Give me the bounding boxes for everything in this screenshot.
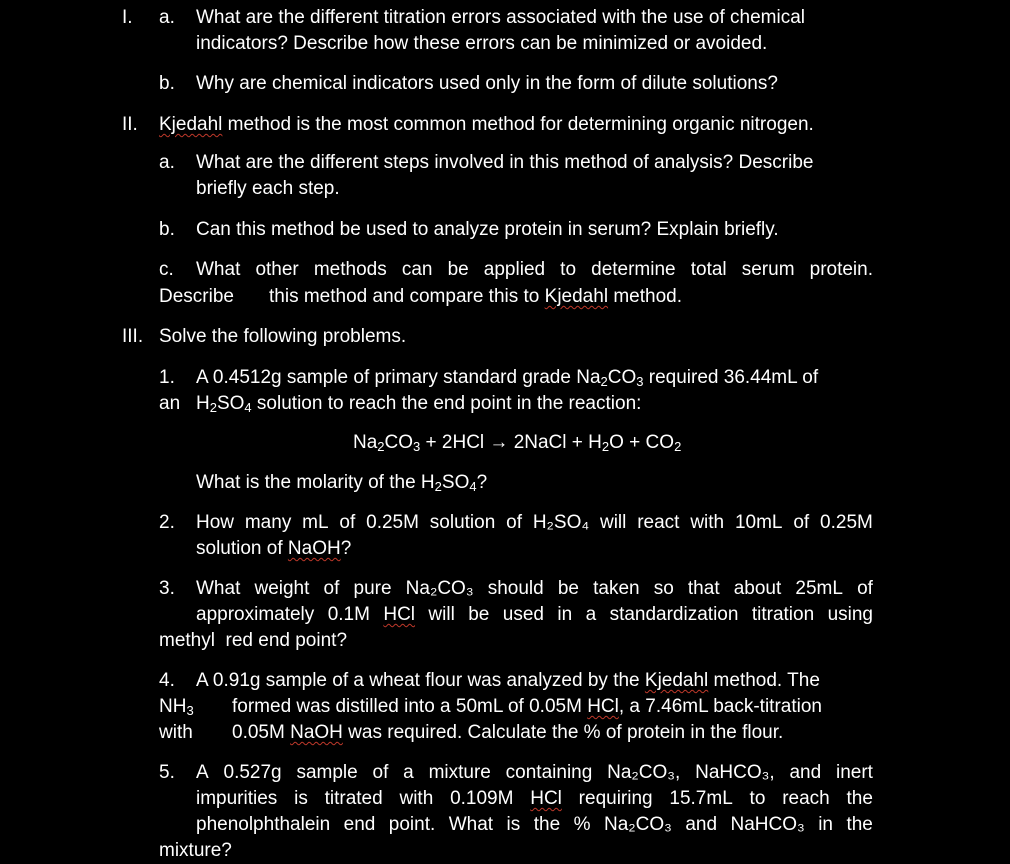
chemical-equation	[353, 430, 681, 456]
word: the	[846, 788, 873, 809]
text-run: ?	[476, 472, 488, 493]
question-text-line: What are the different titration errors associated with the use of chemical	[196, 7, 806, 28]
question-text-line	[196, 812, 873, 838]
spellcheck-word: HCl	[383, 604, 416, 625]
question-text-line: methyl red end point?	[159, 630, 348, 651]
word: titrated	[324, 788, 383, 809]
word: is	[506, 814, 521, 835]
question-text-line: indicators? Describe how these errors can be minimized or avoided.	[196, 33, 768, 54]
problem-number: 5.	[159, 762, 175, 783]
word: 0.25M	[820, 512, 873, 533]
section-numeral: III.	[122, 326, 144, 347]
word: about	[733, 578, 782, 599]
word: mL	[302, 512, 329, 533]
question-text-line: Can this method be used to analyze protein in serum? Explain briefly.	[196, 219, 779, 240]
word: end	[343, 814, 376, 835]
text-run: A 0.91g sample of a wheat flour was analyzed by the	[196, 670, 645, 691]
word: NaHCO₃	[730, 814, 805, 835]
text-run: method is the most common method for determining organic nitrogen.	[222, 114, 814, 135]
subscript: 3	[636, 374, 644, 389]
item-letter: a.	[159, 152, 175, 173]
word: so	[653, 578, 674, 599]
word: of	[506, 512, 522, 533]
text-run: solution to reach the end point in the reaction:	[251, 393, 642, 414]
word: approximately	[196, 604, 315, 625]
question-text-line	[196, 391, 641, 417]
word: NaHCO₃,	[695, 762, 775, 783]
word: reach	[782, 788, 830, 809]
word: What	[196, 259, 241, 280]
spellcheck-word: Kjedahl	[644, 670, 709, 691]
text-run: ?	[340, 538, 352, 559]
text-run: CO	[384, 432, 414, 453]
text-run: Na	[353, 432, 378, 453]
subscript: 4	[244, 400, 252, 415]
text-run: with	[159, 722, 193, 743]
word: in	[818, 814, 833, 835]
word: standardization	[609, 604, 739, 625]
word: a	[403, 762, 414, 783]
word: titration	[751, 604, 815, 625]
question-text-line: mixture?	[159, 840, 232, 861]
word: be	[468, 604, 490, 625]
word: many	[244, 512, 292, 533]
word: react	[637, 512, 680, 533]
text-run: method.	[608, 286, 682, 307]
word: of	[323, 578, 340, 599]
question-text-line	[196, 536, 351, 562]
formula	[159, 694, 194, 720]
text-run: O + CO	[609, 432, 675, 453]
problem-number: 3.	[159, 578, 175, 599]
section-numeral: I.	[122, 7, 133, 28]
section-intro	[159, 112, 814, 138]
question-text-line	[196, 668, 820, 694]
word: %	[573, 814, 591, 835]
subscript: 2	[601, 439, 610, 454]
word: phenolphthalein	[196, 814, 331, 835]
word: Na₂CO₃	[405, 578, 474, 599]
word: to	[749, 788, 766, 809]
text-run: Describe	[159, 286, 234, 307]
section-intro: Solve the following problems.	[159, 326, 407, 347]
question-text-line	[232, 720, 783, 746]
question-text-line	[196, 576, 873, 602]
text-run: formed was distilled into a 50mL of 0.05M	[232, 696, 588, 717]
question-text-line: Why are chemical indicators used only in the form of dilute solutions?	[196, 73, 778, 94]
word: sample	[296, 762, 358, 783]
text-run: A 0.4512g sample of primary standard grade Na	[196, 367, 601, 388]
text-run: + 2HCl → 2NaCl + H	[420, 432, 602, 453]
word: methods	[313, 259, 387, 280]
word: protein.	[809, 259, 873, 280]
subscript: 2	[600, 374, 608, 389]
word: impurities	[196, 788, 278, 809]
word: point.	[388, 814, 436, 835]
problem-number: 1.	[159, 367, 175, 388]
word: to	[560, 259, 577, 280]
item-letter: a.	[159, 7, 175, 28]
section-numeral: II.	[122, 114, 138, 135]
problem-number: 4.	[159, 670, 175, 691]
text-run: SO	[441, 472, 470, 493]
subscript: 2	[674, 439, 682, 454]
word: with	[690, 512, 725, 533]
text-run: H	[196, 393, 210, 414]
text-run: CO	[607, 367, 637, 388]
spellcheck-word: NaOH	[287, 538, 341, 559]
item-letter: b.	[159, 219, 175, 240]
word: of	[857, 578, 873, 599]
word: 10mL	[734, 512, 783, 533]
question-text-line	[196, 365, 818, 391]
question-text-line	[232, 694, 822, 720]
subscript: 3	[186, 703, 194, 718]
word: of	[793, 512, 810, 533]
text-run: method. The	[708, 670, 820, 691]
word: using	[827, 604, 873, 625]
word: of	[372, 762, 389, 783]
word: taken	[593, 578, 640, 599]
word: other	[255, 259, 299, 280]
word: serum	[741, 259, 795, 280]
word: mixture	[428, 762, 491, 783]
text-run: was required. Calculate the % of protein in the flour.	[342, 722, 784, 743]
word: a	[585, 604, 597, 625]
item-letter: c.	[159, 259, 174, 280]
word: solution	[429, 512, 496, 533]
spellcheck-word: HCl	[530, 788, 562, 809]
subscript: 4	[469, 479, 477, 494]
word: and	[789, 762, 822, 783]
word: requiring	[578, 788, 653, 809]
word: 0.25M	[366, 512, 419, 533]
word: applied	[483, 259, 546, 280]
word: 0.109M	[450, 788, 514, 809]
word: the	[533, 814, 561, 835]
text-run: 0.05M	[232, 722, 291, 743]
text-run: this method and compare this to	[269, 286, 545, 307]
word: can	[401, 259, 433, 280]
question-text-line: What are the different steps involved in this method of analysis? Describe	[196, 152, 814, 173]
word: and	[685, 814, 718, 835]
question-text-line	[196, 510, 873, 536]
word: What	[196, 578, 241, 599]
text-run: NH	[159, 696, 187, 717]
word: 15.7mL	[669, 788, 733, 809]
spellcheck-word: NaOH	[290, 722, 343, 743]
word: should	[487, 578, 544, 599]
question-text-line	[196, 257, 873, 283]
word: containing	[505, 762, 593, 783]
word: Na₂CO₃	[603, 814, 672, 835]
word: total	[690, 259, 727, 280]
word: be	[447, 259, 469, 280]
text-run: , a 7.46mL back-titration	[618, 696, 822, 717]
word: that	[687, 578, 720, 599]
word: with	[399, 788, 434, 809]
question-text-line	[196, 470, 487, 496]
word: weight	[254, 578, 310, 599]
subscript: 2	[377, 439, 385, 454]
question-text-line: briefly each step.	[196, 178, 340, 199]
word: determine	[591, 259, 676, 280]
word: be	[557, 578, 579, 599]
word: How	[196, 512, 235, 533]
subscript: 2	[209, 400, 217, 415]
word: A	[196, 762, 209, 783]
spellcheck-word: Kjedahl	[159, 114, 223, 135]
word: What	[448, 814, 494, 835]
word: of	[339, 512, 356, 533]
question-text-line	[269, 284, 682, 310]
question-text-line	[196, 602, 873, 628]
spellcheck-word: Kjedahl	[544, 286, 609, 307]
problem-number: 2.	[159, 512, 175, 533]
word: Na₂CO₃,	[607, 762, 681, 783]
word: is	[294, 788, 308, 809]
question-text-line	[196, 760, 873, 786]
subscript: 2	[434, 479, 442, 494]
word: the	[846, 814, 873, 835]
word: used	[502, 604, 544, 625]
word: 0.1M	[327, 604, 370, 625]
word: inert	[835, 762, 873, 783]
word: 0.527g	[223, 762, 282, 783]
word: in	[557, 604, 573, 625]
subscript: 3	[413, 439, 421, 454]
text-run: What is the molarity of the H	[196, 472, 435, 493]
spellcheck-word: HCl	[587, 696, 619, 717]
text-run: solution of	[196, 538, 288, 559]
word: 25mL	[795, 578, 843, 599]
word: will	[428, 604, 455, 625]
item-letter: b.	[159, 73, 175, 94]
question-text-line	[196, 786, 873, 812]
word: will	[599, 512, 627, 533]
text-run: required 36.44mL of	[643, 367, 819, 388]
text-run: SO	[216, 393, 245, 414]
word: H₂SO₄	[532, 512, 590, 533]
word: pure	[353, 578, 392, 599]
text-run: an	[159, 393, 181, 414]
